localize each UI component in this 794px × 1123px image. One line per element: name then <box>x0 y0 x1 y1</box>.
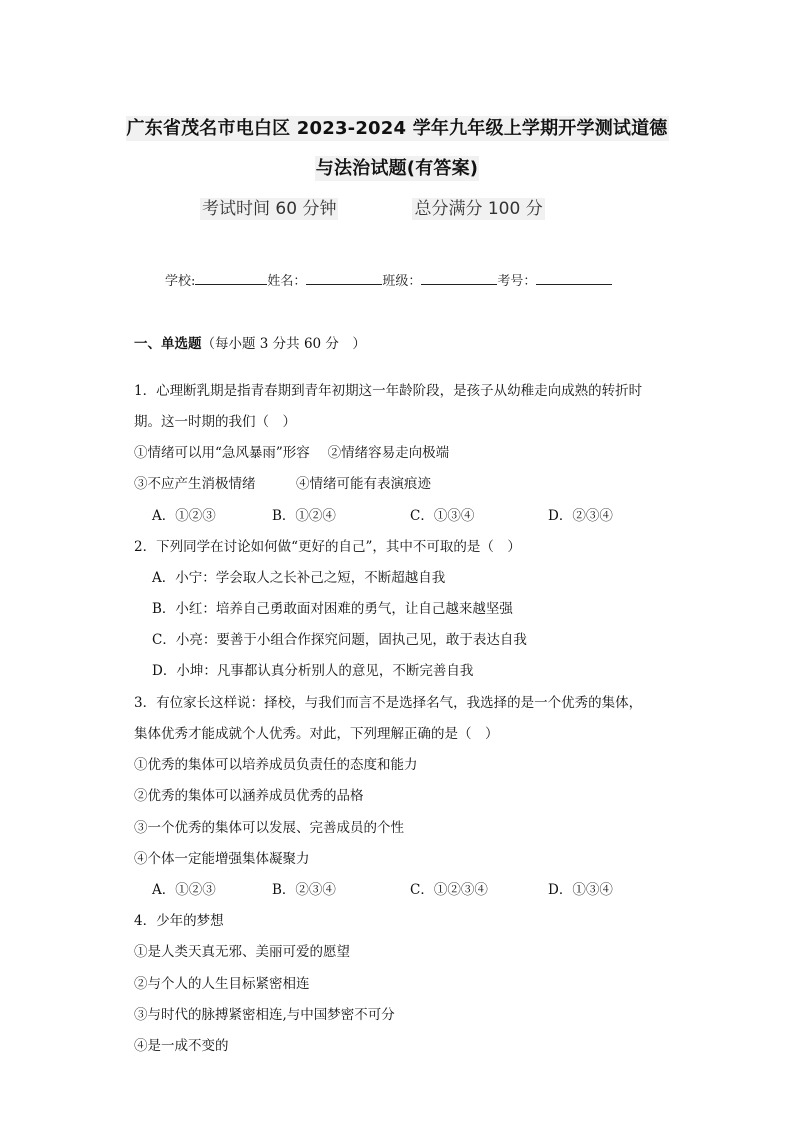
q2-stem: 2．下列同学在讨论如何做“更好的自己”，其中不可取的是（ ） <box>134 539 521 555</box>
q3-option-b[interactable]: B．②③④ <box>272 882 336 898</box>
q3-option-c[interactable]: C．①②③④ <box>410 882 488 898</box>
q1-stem-2: 期。这一时期的我们（ ） <box>134 414 296 430</box>
doc-title-line2: 与法治试题(有答案) <box>315 158 479 179</box>
q4-statement: ②与个人的人生目标紧密相连 <box>134 976 310 992</box>
class-blank[interactable] <box>421 272 497 285</box>
q3-statement: ③一个优秀的集体可以发展、完善成员的个性 <box>134 820 404 836</box>
q2-option-b[interactable]: B．小红：培养自己勇敢面对困难的勇气，让自己越来越坚强 <box>152 601 513 617</box>
exam-no-label: 考号： <box>497 274 537 289</box>
name-label: 姓名： <box>267 274 307 289</box>
q2-option-a[interactable]: A．小宁：学会取人之长补己之短，不断超越自我 <box>152 570 446 586</box>
q3-statement: ④个体一定能增强集体凝聚力 <box>134 851 310 867</box>
section-heading: 一、单选题（每小题 3 分共 60 分 ） <box>134 336 366 352</box>
school-label: 学校: <box>165 274 196 289</box>
q1-stem-1: 1．心理断乳期是指青春期到青年初期这一年龄阶段，是孩子从幼稚走向成熟的转折时 <box>134 383 643 399</box>
q3-stem-2: 集体优秀才能成就个人优秀。对此，下列理解正确的是（ ） <box>134 726 499 742</box>
q4-stem: 4．少年的梦想 <box>134 913 224 929</box>
school-blank[interactable] <box>195 272 267 285</box>
q3-option-d[interactable]: D．①③④ <box>548 882 613 898</box>
exam-time: 考试时间 60 分钟 <box>202 199 337 219</box>
q2-option-d[interactable]: D．小坤：凡事都认真分析别人的意见，不断完善自我 <box>152 663 474 679</box>
q1-option-a[interactable]: A．①②③ <box>152 508 216 524</box>
student-info-line <box>165 270 612 289</box>
q2-option-c[interactable]: C．小亮：要善于小组合作探究问题，固执己见，敢于表达自我 <box>152 632 527 648</box>
name-blank[interactable] <box>306 272 382 285</box>
q1-option-b[interactable]: B．①②④ <box>272 508 336 524</box>
doc-title-line1: 广东省茂名市电白区 2023-2024 学年九年级上学期开学测试道德 <box>126 118 668 139</box>
q1-statement: ①情绪可以用“急风暴雨”形容 ②情绪容易走向极端 <box>134 445 450 461</box>
exam-no-blank[interactable] <box>536 272 612 285</box>
q4-statement: ①是人类天真无邪、美丽可爱的愿望 <box>134 944 350 960</box>
q1-option-c[interactable]: C．①③④ <box>410 508 475 524</box>
q1-statement: ③不应产生消极情绪 ④情绪可能有表演痕迹 <box>134 476 431 492</box>
q3-option-a[interactable]: A．①②③ <box>152 882 216 898</box>
q4-statement: ③与时代的脉搏紧密相连,与中国梦密不可分 <box>134 1007 395 1023</box>
full-score: 总分满分 100 分 <box>414 199 543 219</box>
q3-stem-1: 3．有位家长这样说：择校，与我们而言不是选择名气，我选择的是一个优秀的集体， <box>134 695 643 711</box>
class-label: 班级： <box>382 274 422 289</box>
q1-option-d[interactable]: D．②③④ <box>548 508 613 524</box>
q3-statement: ②优秀的集体可以涵养成员优秀的品格 <box>134 788 364 804</box>
q4-statement: ④是一成不变的 <box>134 1038 229 1054</box>
exam-meta <box>200 194 545 219</box>
q3-statement: ①优秀的集体可以培养成员负责任的态度和能力 <box>134 757 418 773</box>
